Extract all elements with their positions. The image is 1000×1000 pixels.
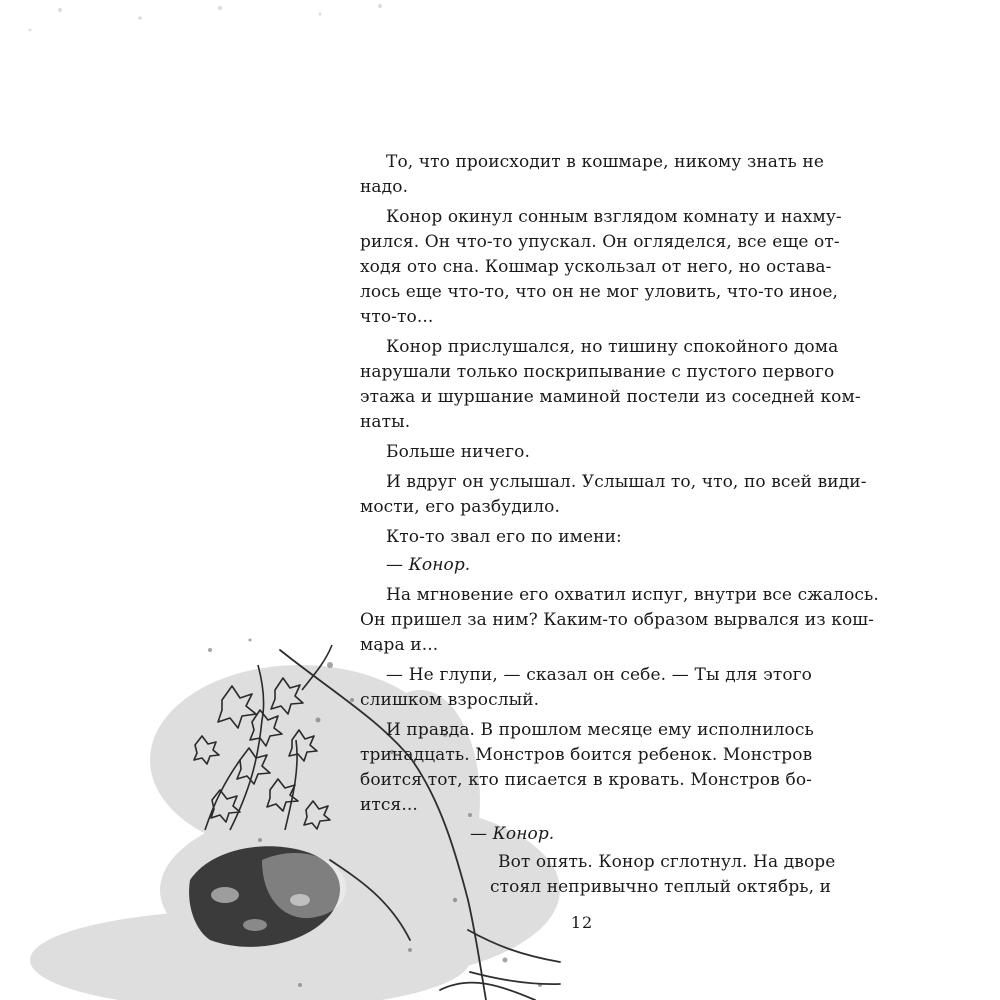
text-line: — Не глупи, — сказал он себе. — Ты для этого — [386, 665, 812, 685]
text-line: Он пришел за ним? Каким-то образом вырвался из кош- — [360, 610, 875, 630]
text-line: На мгновение его охватил испуг, внутри все сжалось. — [386, 585, 879, 605]
text-line: То, что происходит в кошмаре, никому знать не — [386, 152, 824, 172]
text-line: мости, его разбудило. — [360, 497, 560, 517]
text-line: боится тот, кто писается в кровать. Монстров бо- — [360, 770, 812, 790]
text-line: Вот опять. Конор сглотнул. На дворе — [498, 852, 836, 872]
text-line: стоял непривычно теплый октябрь, и — [490, 877, 832, 897]
text-line: наты. — [360, 412, 411, 432]
top-speckle-band — [29, 4, 382, 31]
text-line: рился. Он что-то упускал. Он огляделся, все еще от- — [360, 232, 840, 252]
text-line: И вдруг он услышал. Услышал то, что, по всей види- — [386, 472, 867, 492]
text-line: ится... — [360, 795, 418, 815]
text-line: надо. — [360, 177, 409, 197]
text-line: Кто-то звал его по имени: — [386, 527, 622, 547]
text-line: этажа и шуршание маминой постели из соседней ком- — [360, 387, 861, 407]
text-line: Конор прислушался, но тишину спокойного дома — [386, 337, 839, 357]
page-number: 12 — [570, 913, 594, 932]
text-line: тринадцать. Монстров боится ребенок. Монстров — [360, 745, 813, 765]
text-line: — Конор. — [386, 555, 471, 575]
text-line: слишком взрослый. — [360, 690, 540, 710]
text-line: ходя ото сна. Кошмар ускользал от него, но остава- — [360, 257, 832, 277]
text-line: И правда. В прошлом месяце ему исполнилось — [386, 720, 814, 740]
text-line: что-то... — [360, 307, 434, 327]
text-line: мара и... — [360, 635, 439, 655]
text-line: — Конор. — [470, 824, 555, 844]
text-line: нарушали только поскрипывание с пустого первого — [360, 362, 835, 382]
text-line: Больше ничего. — [386, 442, 530, 462]
text-line: лось еще что-то, что он не мог уловить, что-то иное, — [360, 282, 839, 302]
text-line: Конор окинул сонным взглядом комнату и нахму- — [386, 207, 842, 227]
